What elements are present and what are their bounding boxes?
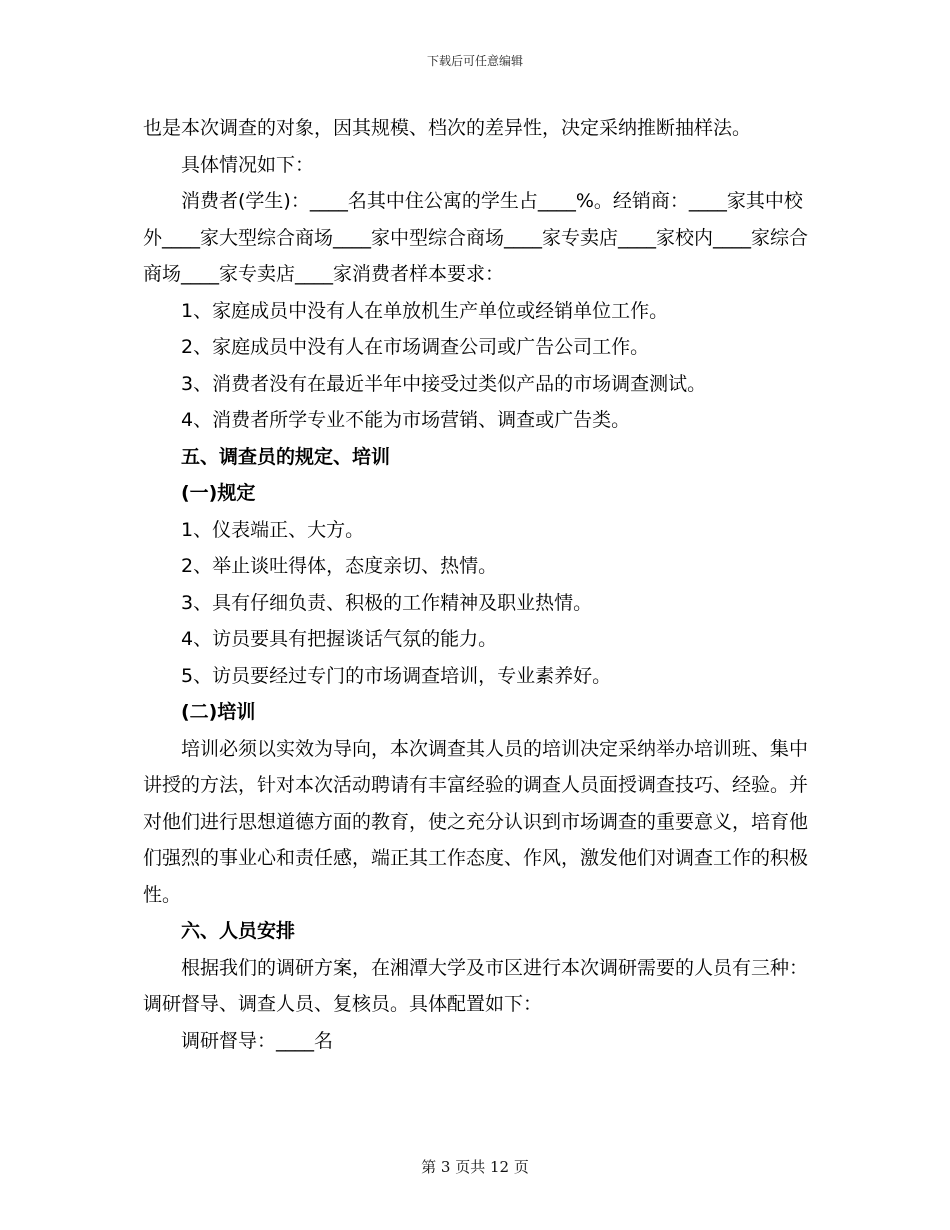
section-heading: 六、人员安排 xyxy=(181,920,296,942)
paragraph: 培训必须以实效为导向，本次调查其人员的培训决定采纳举办培训班、集中讲授的方法，针对本次活动聘请有丰富经验的调查人员面授调查技巧、经验。并对他们进行思想道德方面的教育，使之充分认识到市场调查的重要意义，培育他们强烈的事业心和责任感，端正其工作态度、作风，激发他们对调查工作的积极性。 xyxy=(143,737,809,906)
section-heading: 五、调查员的规定、培训 xyxy=(181,445,391,468)
requirement-item: 4、消费者所学专业不能为市场营销、调查或广告类。 xyxy=(181,409,631,431)
paragraph: 消费者(学生)：____名其中住公寓的学生占____%。经销商：____家其中校外____家大型综合商场____家中型综合商场____家专卖店____家校内____家综合商场____家专卖店____家消费者样本要求： xyxy=(143,190,809,285)
paragraph: 具体情况如下： xyxy=(181,153,315,176)
requirement-item: 3、消费者没有在最近半年中接受过类似产品的市场调查测试。 xyxy=(181,372,707,395)
rule-item: 1、仪表端正、大方。 xyxy=(181,518,365,541)
paragraph: 调研督导：____名 xyxy=(181,1029,334,1052)
rule-item: 2、举止谈吐得体，态度亲切、热情。 xyxy=(181,555,498,577)
document-body xyxy=(143,110,808,1059)
subsection-heading: (二)培训 xyxy=(181,701,256,723)
page-footer: 第 3 页共 12 页 xyxy=(421,1158,529,1176)
requirement-item: 2、家庭成员中没有人在市场调查公司或广告公司工作。 xyxy=(181,336,650,358)
requirement-item: 1、家庭成员中没有人在单放机生产单位或经销单位工作。 xyxy=(181,299,669,322)
rule-item: 5、访员要经过专门的市场调查培训，专业素养好。 xyxy=(181,664,612,687)
page-header: 下载后可任意编辑 xyxy=(426,54,523,68)
subsection-heading: (一)规定 xyxy=(181,482,256,504)
paragraph: 也是本次调查的对象，因其规模、档次的差异性，决定采纳推断抽样法。 xyxy=(143,117,752,139)
paragraph: 根据我们的调研方案，在湘潭大学及市区进行本次调研需要的人员有三种：调研督导、调查人员、复核员。具体配置如下： xyxy=(143,956,809,1015)
rule-item: 3、具有仔细负责、积极的工作精神及职业热情。 xyxy=(181,591,593,614)
rule-item: 4、访员要具有把握谈话气氛的能力。 xyxy=(181,628,498,650)
